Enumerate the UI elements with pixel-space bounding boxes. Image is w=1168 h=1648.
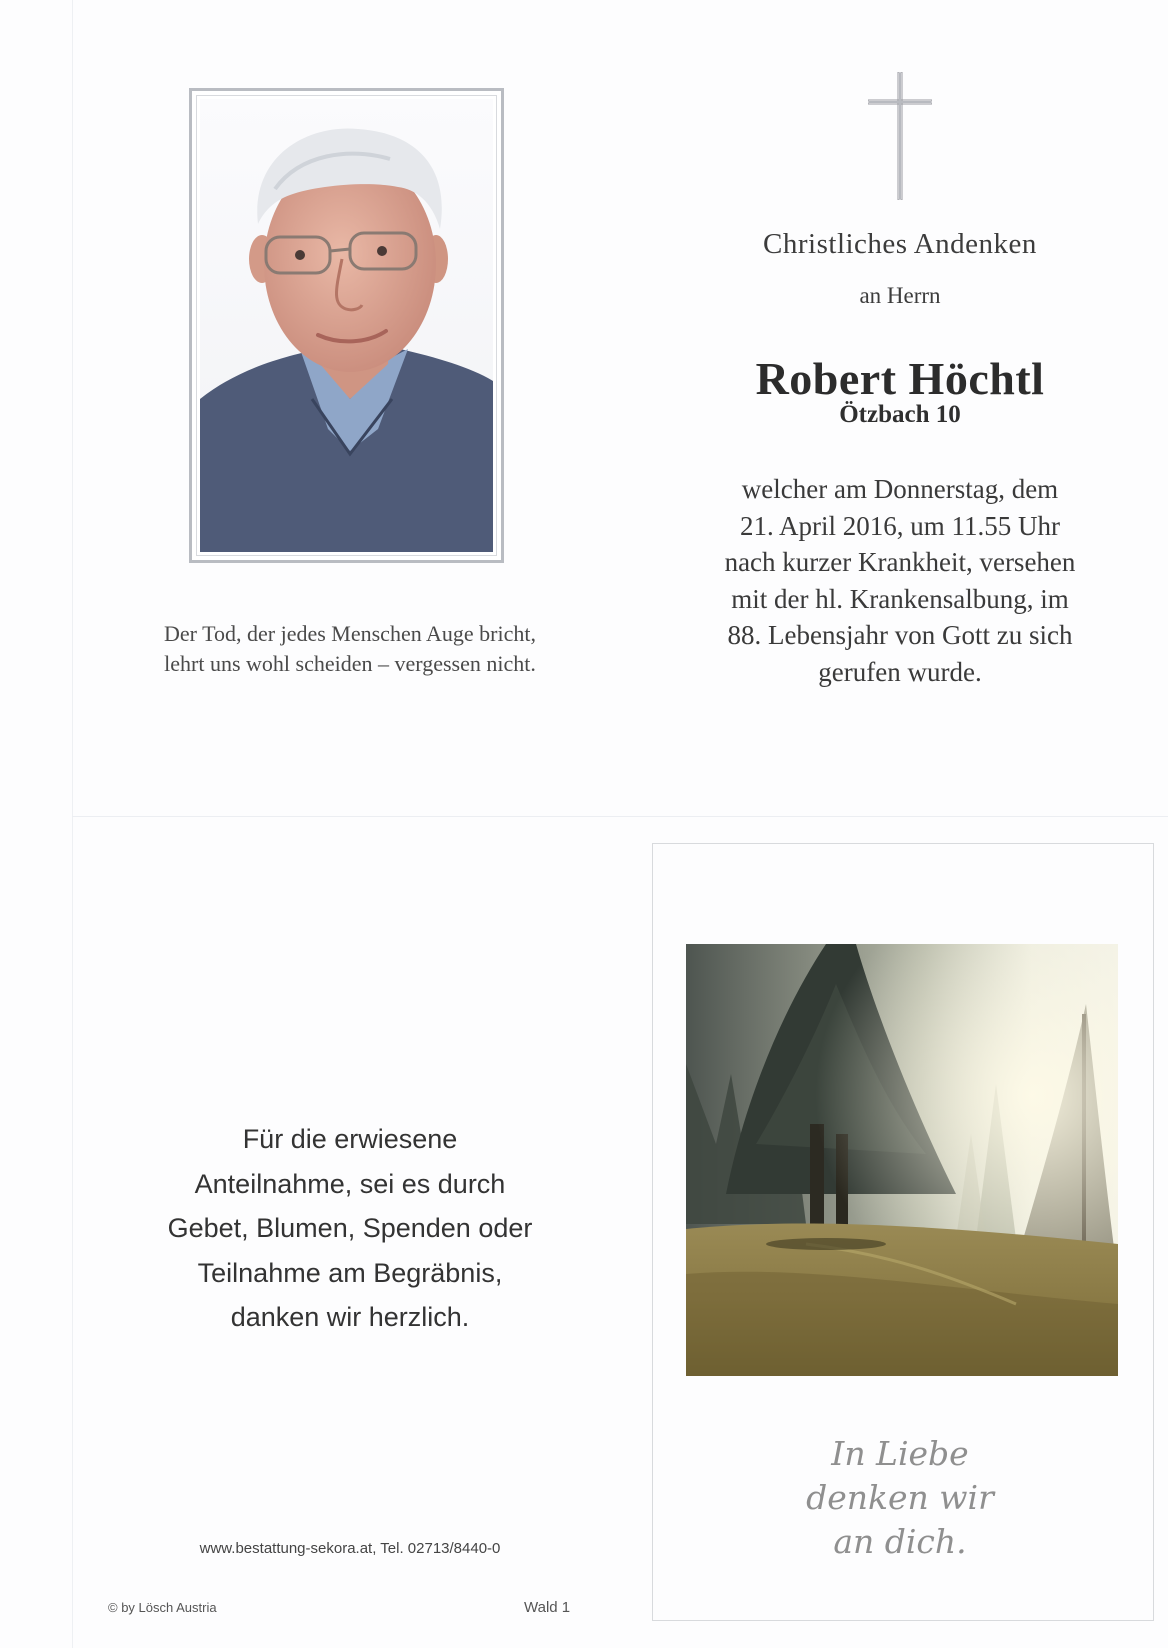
portrait-frame <box>189 88 504 563</box>
cross-icon <box>868 72 932 200</box>
fold-line-horizontal <box>72 816 1168 817</box>
quote-line: lehrt uns wohl scheiden – vergessen nicht. <box>164 651 536 676</box>
notice-line: gerufen wurde. <box>818 656 982 687</box>
copyright-notice: © by Lösch Austria <box>108 1600 217 1615</box>
funeral-home-contact: www.bestattung-sekora.at, Tel. 02713/8440-0 <box>199 1540 501 1557</box>
portrait-photo <box>200 99 493 552</box>
script-line: In Liebe <box>831 1434 969 1473</box>
thanks-line: Teilnahme am Begräbnis, <box>197 1257 503 1288</box>
memorial-quote <box>120 619 580 679</box>
thanks-line: danken wir herzlich. <box>230 1302 470 1332</box>
script-line: denken wir <box>806 1478 994 1517</box>
design-code: Wald 1 <box>524 1599 571 1616</box>
notice-line: 88. Lebensjahr von Gott zu sich <box>727 620 1073 650</box>
deceased-address: Ötzbach 10 <box>839 401 961 428</box>
deceased-name: Robert Höchtl <box>755 353 1045 404</box>
notice-line: mit der hl. Krankensalbung, im <box>731 583 1069 614</box>
subheading: an Herrn <box>859 283 941 308</box>
notice-line: 21. April 2016, um 11.55 Uhr <box>740 510 1060 541</box>
in-memory-script <box>720 1432 1080 1564</box>
notice-line: welcher am Donnerstag, dem <box>741 474 1059 504</box>
thanks-text <box>130 1117 570 1340</box>
death-notice-text <box>690 471 1110 690</box>
thanks-line: Gebet, Blumen, Spenden oder <box>167 1213 533 1243</box>
heading: Christliches Andenken <box>763 228 1037 260</box>
forest-landscape-image <box>686 944 1118 1376</box>
quote-line: Der Tod, der jedes Menschen Auge bricht, <box>164 621 536 646</box>
fold-line-vertical <box>72 0 73 1648</box>
script-line: an dich. <box>833 1522 967 1561</box>
thanks-line: Für die erwiesene <box>242 1124 458 1154</box>
notice-line: nach kurzer Krankheit, versehen <box>724 547 1076 577</box>
thanks-line: Anteilnahme, sei es durch <box>194 1168 506 1199</box>
